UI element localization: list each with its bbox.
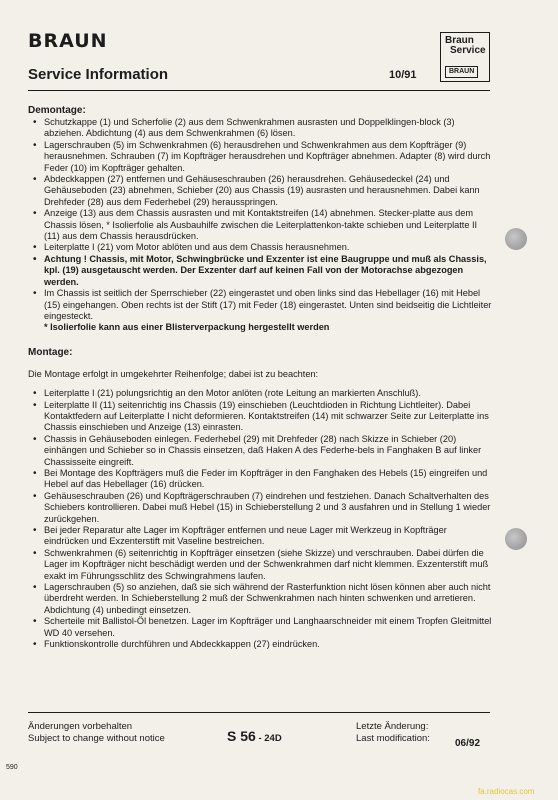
footer-left — [28, 721, 165, 745]
list-item: • Anzeige (13) aus dem Chassis ausrasten und mit Kontaktstreifen (14) abnehmen. Stecker-platte aus dem Chassis lösen, * Isolierfolie als Ausbauhilfe zwischen die Leiterplattenkon-takte schieben und Leiterplatte II (11) aus dem Chassis herausdrücken. — [28, 208, 494, 242]
modification-date: 06/92 — [455, 738, 481, 749]
list-item: • Abdeckkappen (27) entfernen und Gehäuseschrauben (26) herausdrehen. Gehäusedeckel (24) und Gehäuseboden (23) abnehmen, Schieber (20) aus Chassis (19) ausrasten und herausnehmen. Dabei kann Drehfeder (28) aus dem Federhebel (29) herausspringen. — [28, 174, 494, 208]
model-number — [227, 728, 282, 744]
footer-rule — [28, 712, 490, 713]
montage-intro: Die Montage erfolgt in umgekehrter Reihenfolge; dabei ist zu beachten: — [28, 368, 319, 379]
model-number-suffix: - 24D — [255, 733, 282, 744]
list-item: • Bei jeder Reparatur alte Lager im Kopfträger entfernen und neue Lager mit Werkzeug in Kopfträger eindrücken und Exzenterstift mit Vaseline bestreichen. — [28, 525, 494, 548]
list-item: • Schutzkappe (1) und Scherfolie (2) aus dem Schwenkrahmen ausrasten und Doppelklingen-block (3) abziehen. Abdichtung (4) aus dem Schwenkrahmen (6) lösen. — [28, 117, 494, 140]
list-item: • Leiterplatte II (11) seitenrichtig ins Chassis (19) einschieben (Leuchtdioden in Richtung Lichtleiter). Dabei Kontaktfedern auf Leiterplatte I nicht deformieren. Kontaktstreifen (14) mit schwarzer Seite zur Leiterplatte ins Chassis einschieben und Anzeige (13) einrasten. — [28, 400, 494, 434]
list-item: • Chassis in Gehäuseboden einlegen. Federhebel (29) mit Drehfeder (28) nach Skizze in Schieber (20) einhängen und Schieber so in Chassis einsetzen, daß Haken A des Federhe-bels in Fanghaken B auf linker Chassisseite eingreift. — [28, 434, 494, 468]
list-item: • Bei Montage des Kopfträgers muß die Feder im Kopfträger in den Fanghaken des Hebels (15) eingreifen und Hebel auf das Hebellager (16) drücken. — [28, 468, 494, 491]
footer-last-change-en: Last modification: — [356, 733, 430, 744]
braun-logo: BRAUN — [28, 30, 108, 52]
demontage-heading: Demontage: — [28, 105, 86, 116]
footer-changes-en: Subject to change without notice — [28, 733, 165, 744]
doc-number: 10/91 — [389, 69, 417, 81]
punch-hole-bottom — [505, 528, 527, 550]
footer-changes-de: Änderungen vorbehalten — [28, 721, 133, 732]
list-item: • Scherteile mit Ballistol-Öl benetzen. Lager im Kopfträger und Langhaarschneider mit einem Tropfen Gleitmittel WD 40 versehen. — [28, 616, 494, 639]
list-item: • Lagerschrauben (5) im Schwenkrahmen (6) herausdrehen und Schwenkrahmen aus dem Kopfträger (9) herausnehmen. Schrauben (7) im Kopfträger herausdrehen und Kopfträger abnehmen. Adapter (8) wird durch Feder (10) im Kopfträger gehalten. — [28, 140, 494, 174]
list-item: • Schwenkrahmen (6) seitenrichtig in Kopfträger einsetzen (siehe Skizze) und verschrauben. Dabei dürfen die Lager im Kopfträger nicht beschädigt werden und der Schwenkrahmen darf nicht klemmen. Exzenterstift muß exakt im Führungsschlitz des Schwingrahmens laufen. — [28, 548, 494, 582]
list-item: • Lagerschrauben (5) so anziehen, daß sie sich während der Rasterfunktion nicht lösen können aber auch nicht überdreht werden. In Schieberstellung 2 muß der Schwenkrahmen nach hinten schwenken und arretieren. Abdichtung (4) unbedingt einsetzen. — [28, 582, 494, 616]
list-item: • Gehäuseschrauben (26) und Kopfträgerschrauben (7) eindrehen und festziehen. Danach Schaltverhalten des Schiebers kontrollieren. Dabei muß Hebel (15) in Schieberstellung 2 und 3 ausfahren und in Stellung 1 wieder zurückgehen. — [28, 491, 494, 525]
content — [28, 104, 494, 650]
model-number-main: S 56 — [227, 728, 256, 744]
demontage-list — [28, 117, 494, 322]
page-title: Service Information — [28, 66, 169, 83]
badge-line-2: Service — [450, 45, 486, 56]
header-rule — [28, 90, 490, 91]
list-item: • Im Chassis ist seitlich der Sperrschieber (22) eingerastet und oben links sind das Hebellager (16) mit Hebel (15) eingehangen. Oben rechts ist der Stift (17) mit Feder (18) eingerastet. Unten sind beidseitig die Lichtleiter eingesteckt. — [28, 288, 494, 322]
list-item: • Funktionskontrolle durchführen und Abdeckkappen (27) eindrücken. — [28, 639, 494, 650]
footer-last-change-de: Letzte Änderung: — [356, 721, 429, 732]
montage-heading: Montage: — [28, 346, 73, 358]
page-number: 590 — [6, 764, 18, 771]
badge-braun-logo: BRAUN — [445, 66, 478, 78]
montage-list — [28, 388, 494, 650]
punch-hole-top — [505, 228, 527, 250]
list-item: • Leiterplatte I (21) vom Motor ablöten und aus dem Chassis herausnehmen. — [28, 242, 494, 253]
watermark: fa.radiocas.com — [478, 787, 535, 796]
badge-line-1: Braun — [445, 35, 474, 46]
list-item: • Achtung ! Chassis, mit Motor, Schwingbrücke und Exzenter ist eine Baugruppe und muß als Chassis, kpl. (19) ausgetauscht werden. Der Exzenter darf auf keinen Fall von der Motorachse abgezogen werden. — [28, 254, 494, 288]
braun-service-badge — [440, 32, 490, 82]
list-item: • Leiterplatte I (21) polungsrichtig an den Motor anlöten (rote Leitung an markierten Anschluß). — [28, 388, 494, 399]
footer-right — [356, 721, 430, 745]
demontage-note: * Isolierfolie kann aus einer Blisterverpackung hergestellt werden — [44, 322, 330, 333]
